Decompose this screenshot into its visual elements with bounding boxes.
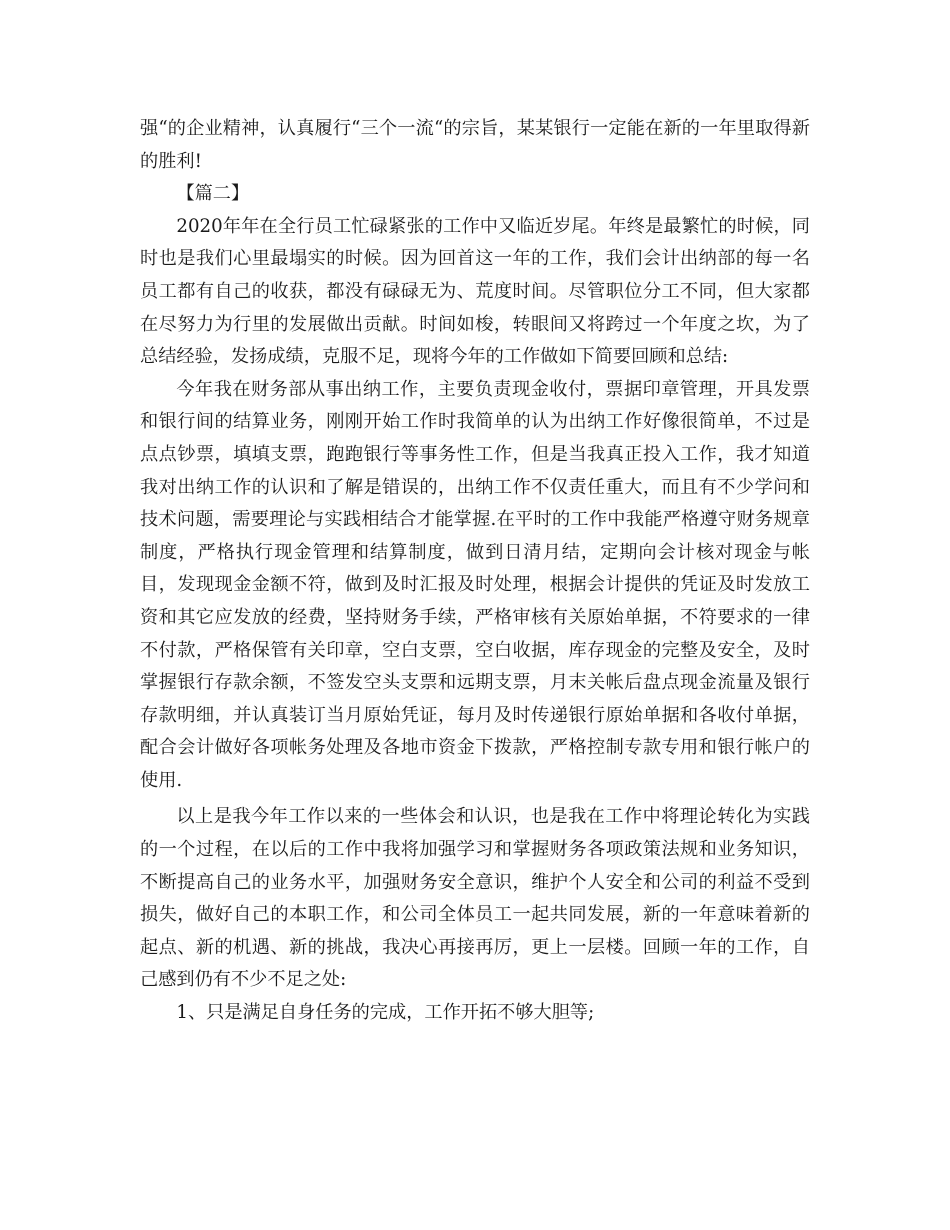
list-item-shortcoming-1: 1、只是满足自身任务的完成，工作开拓不够大胆等; xyxy=(176,1002,595,1024)
paragraph-work-description: 今年我在财务部从事出纳工作，主要负责现金收付，票据印章管理，开具发票和银行间的结算业务，刚刚开始工作时我简单的认为出纳工作好像很简单，不过是点点钞票，填填支票，跑跑银行等事务性工作，但是当我真正投入工作，我才知道我对出纳工作的认识和了解是错误的，出纳工作不仅责任重大，而且有不少学问和技术问题，需要理论与实践相结合才能掌握.在平时的工作中我能严格遵守财务规章制度，严格执行现金管理和结算制度，做到日清月结，定期向会计核对现金与帐目，发现现金金额不符，做到及时汇报及时处理，根据会计提供的凭证及时发放工资和其它应发放的经费，坚持财务手续，严格审核有关原始单据，不符要求的一律不付款，严格保管有关印章，空白支票，空白收据，库存现金的完整及安全，及时掌握银行存款余额，不签发空头支票和远期支票，月末关帐后盘点现金流量及银行存款明细，并认真装订当月原始凭证，每月及时传递银行原始单据和各收付单据，配合会计做好各项帐务处理及各地市资金下拨款，严格控制专款专用和银行帐户的使用. xyxy=(140,378,810,791)
paragraph-intro: 2020年年在全行员工忙碌紧张的工作中又临近岁尾。年终是最繁忙的时候，同时也是我们心里最塌实的时候。因为回首这一年的工作，我们会计出纳部的每一名员工都有自己的收获，都没有碌碌无为、荒度时间。尽管职位分工不同，但大家都在尽努力为行里的发展做出贡献。时间如梭，转眼间又将跨过一个年度之坎，为了总结经验，发扬成绩，克服不足，现将今年的工作做如下简要回顾和总结: xyxy=(140,215,810,368)
paragraph-continuation: 强“的企业精神，认真履行“三个一流“的宗旨，某某银行一定能在新的一年里取得新的胜利! xyxy=(140,118,810,172)
section-heading: 【篇二】 xyxy=(176,183,250,205)
paragraph-reflection: 以上是我今年工作以来的一些体会和认识，也是我在工作中将理论转化为实践的一个过程，在以后的工作中我将加强学习和掌握财务各项政策法规和业务知识，不断提高自己的业务水平，加强财务安全意识，维护个人安全和公司的利益不受到损失，做好自己的本职工作，和公司全体员工一起共同发展，新的一年意味着新的起点、新的机遇、新的挑战，我决心再接再厉，更上一层楼。回顾一年的工作，自己感到仍有不少不足之处: xyxy=(140,806,810,991)
